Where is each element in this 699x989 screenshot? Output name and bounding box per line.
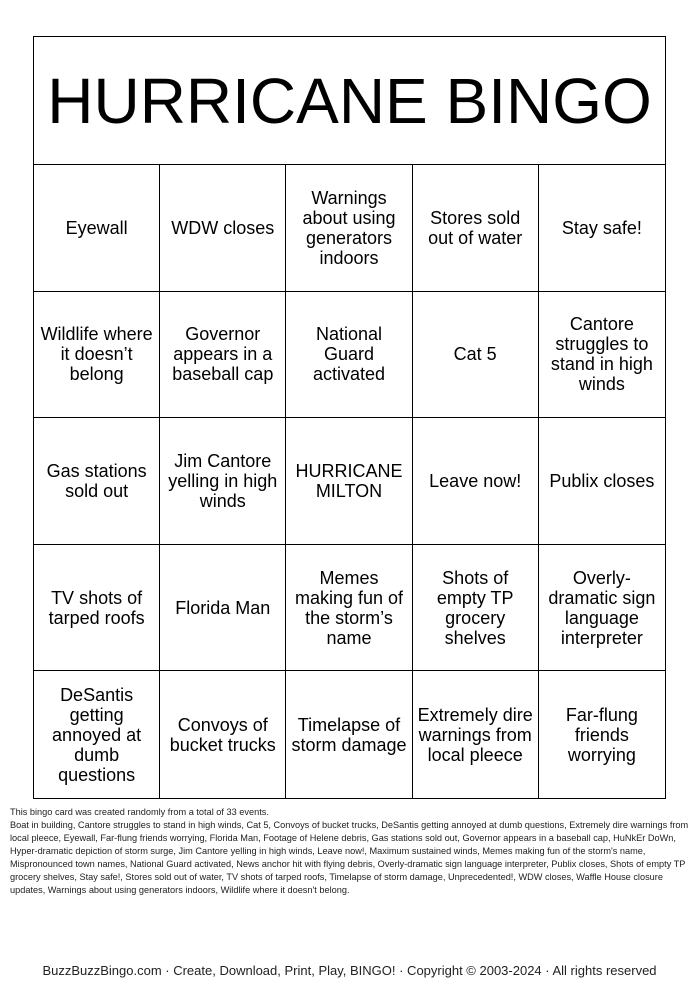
bingo-cell: TV shots of tarped roofs	[34, 545, 160, 672]
bingo-cell: Convoys of bucket trucks	[160, 671, 286, 798]
bingo-cell: Warnings about using generators indoors	[286, 165, 412, 292]
info-events: Boat in building, Cantore struggles to stand in high winds, Cat 5, Convoys of bucket trucks, DeSantis getting annoyed at dumb questions, Extremely dire warnings from local pleece, Eyewall, Far-flung friends worrying, Florida Man, Footage of Helene debris, Gas stations sold out, Governor appears in a baseball cap, HuNkEr DoWn, Hyper-dramatic depiction of storm surge, Jim Cantore yelling in high winds, Leave now!, Maximum sustained winds, Memes making fun of the storm's name, Mispronounced town names, National Guard activated, News anchor hit with flying debris, Overly-dramatic sign language interpreter, Publix closes, Shots of empty TP grocery shelves, Stay safe!, Stores sold out of water, TV shots of tarped roofs, Timelapse of storm damage, Unprecedented!, WDW closes, Waffle House closure updates, Warnings about using generators indoors, Wildlife where it doesn't belong.	[10, 820, 689, 895]
bingo-cell: Publix closes	[539, 418, 665, 545]
bingo-cell: Eyewall	[34, 165, 160, 292]
bingo-cell: Far-flung friends worrying	[565, 704, 638, 765]
footer: BuzzBuzzBingo.com · Create, Download, Print, Play, BINGO! · Copyright © 2003-2024 · All rights reserved	[42, 963, 657, 978]
bingo-cell: National Guard activated	[286, 292, 412, 419]
bingo-cell: Jim Cantore yelling in high winds	[160, 418, 286, 545]
bingo-cell: Wildlife where it doesn’t belong	[34, 292, 160, 419]
bingo-cell: HURRICANE MILTON	[286, 418, 412, 545]
bingo-cell: Memes making fun of the storm’s name	[286, 545, 412, 672]
bingo-cell: Overly-dramatic sign language interpreter	[539, 545, 665, 672]
bingo-cell: Stay safe!	[539, 165, 665, 292]
bingo-card	[33, 36, 666, 799]
card-info	[10, 806, 690, 897]
bingo-cell: Extremely dire warnings from local pleece	[413, 671, 539, 798]
bingo-cell: Cat 5	[413, 292, 539, 419]
bingo-cell: WDW closes	[160, 165, 286, 292]
bingo-cell: Shots of empty TP grocery shelves	[413, 545, 539, 672]
bingo-cell: Stores sold out of water	[413, 165, 539, 292]
bingo-cell: Timelapse of storm damage	[286, 671, 412, 798]
bingo-cell: Leave now!	[413, 418, 539, 545]
bingo-cell: Governor appears in a baseball cap	[160, 292, 286, 419]
bingo-cell: Florida Man	[160, 545, 286, 672]
info-summary: This bingo card was created randomly from a total of 33 events.	[10, 807, 269, 817]
bingo-grid	[34, 165, 665, 798]
bingo-cell: DeSantis getting annoyed at dumb questions	[34, 671, 160, 798]
card-title: HURRICANE BINGO	[34, 37, 665, 165]
bingo-cell: Gas stations sold out	[34, 418, 160, 545]
bingo-cell: Cantore struggles to stand in high winds	[539, 292, 665, 419]
